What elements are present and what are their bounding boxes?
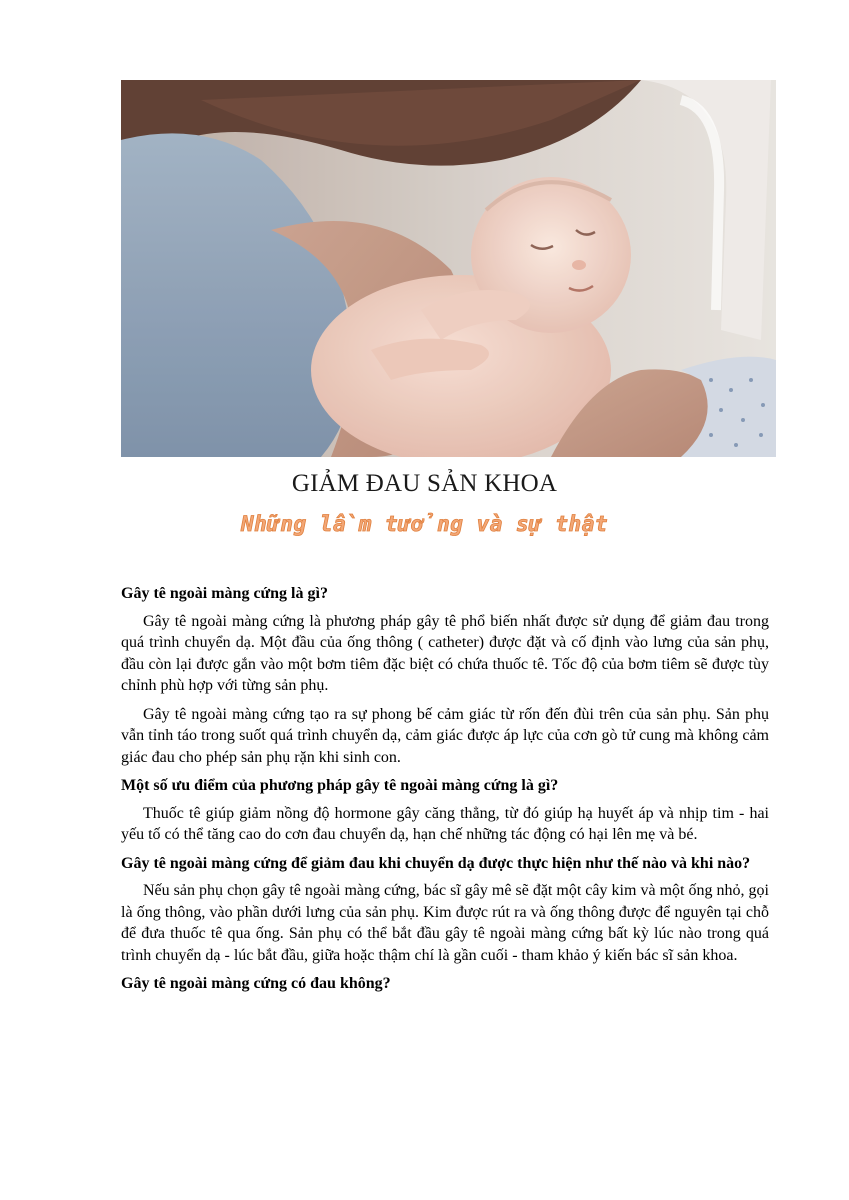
- section-heading: Gây tê ngoài màng cứng là gì?: [121, 585, 328, 602]
- article-body: [121, 583, 769, 1001]
- paragraph: Gây tê ngoài màng cứng tạo ra sự phong bế cảm giác từ rốn đến đùi trên của sản phụ. Sản phụ vẫn tỉnh táo trong suốt quá trình chuyển dạ, cảm giác được áp lực của cơn gò tử cung mà không cảm giác đau cho phép sản phụ rặn khi sinh con.: [121, 705, 769, 766]
- section-heading: Một số ưu điểm của phương pháp gây tê ngoài màng cứng là gì?: [121, 777, 559, 794]
- section-heading: Gây tê ngoài màng cứng có đau không?: [121, 975, 391, 992]
- paragraph: Thuốc tê giúp giảm nồng độ hormone gây căng thẳng, từ đó giúp hạ huyết áp và nhịp tim - hai yếu tố có thể tăng cao do cơn đau chuyển dạ, hạn chế những tác động có hại lên mẹ và bé.: [121, 804, 769, 843]
- page-title: GIẢM ĐAU SẢN KHOA: [291, 470, 558, 497]
- paragraph: Nếu sản phụ chọn gây tê ngoài màng cứng, bác sĩ gây mê sẽ đặt một cây kim và một ống nhỏ, gọi là ống thông, vào phần dưới lưng của sản phụ. Kim được rút ra và ống thông được để nguyên tại chỗ để đưa thuốc tê qua ống. Sản phụ có thể bắt đầu gây tê ngoài màng cứng bất kỳ lúc nào trong quá trình chuyển dạ - lúc bắt đầu, giữa hoặc thậm chí là gần cuối - tham khảo ý kiến bác sĩ sản khoa.: [121, 882, 769, 964]
- section-heading: Gây tê ngoài màng cứng để giảm đau khi chuyển dạ được thực hiện như thế nào và khi nào?: [121, 854, 751, 872]
- mother-newborn-photo: [121, 80, 776, 457]
- paragraph: Gây tê ngoài màng cứng là phương pháp gây tê phổ biến nhất được sử dụng để giảm đau trong quá trình chuyển dạ. Một đầu của ống thông ( catheter) được đặt và cố định vào lưng của sản phụ, đầu còn lại được gắn vào một bơm tiêm đặc biệt có chứa thuốc tê. Tốc độ của bơm tiêm sẽ được tùy chỉnh phù hợp với từng sản phụ.: [121, 612, 769, 694]
- page-subtitle: Những lầm tưởng và sự thật: [240, 512, 608, 536]
